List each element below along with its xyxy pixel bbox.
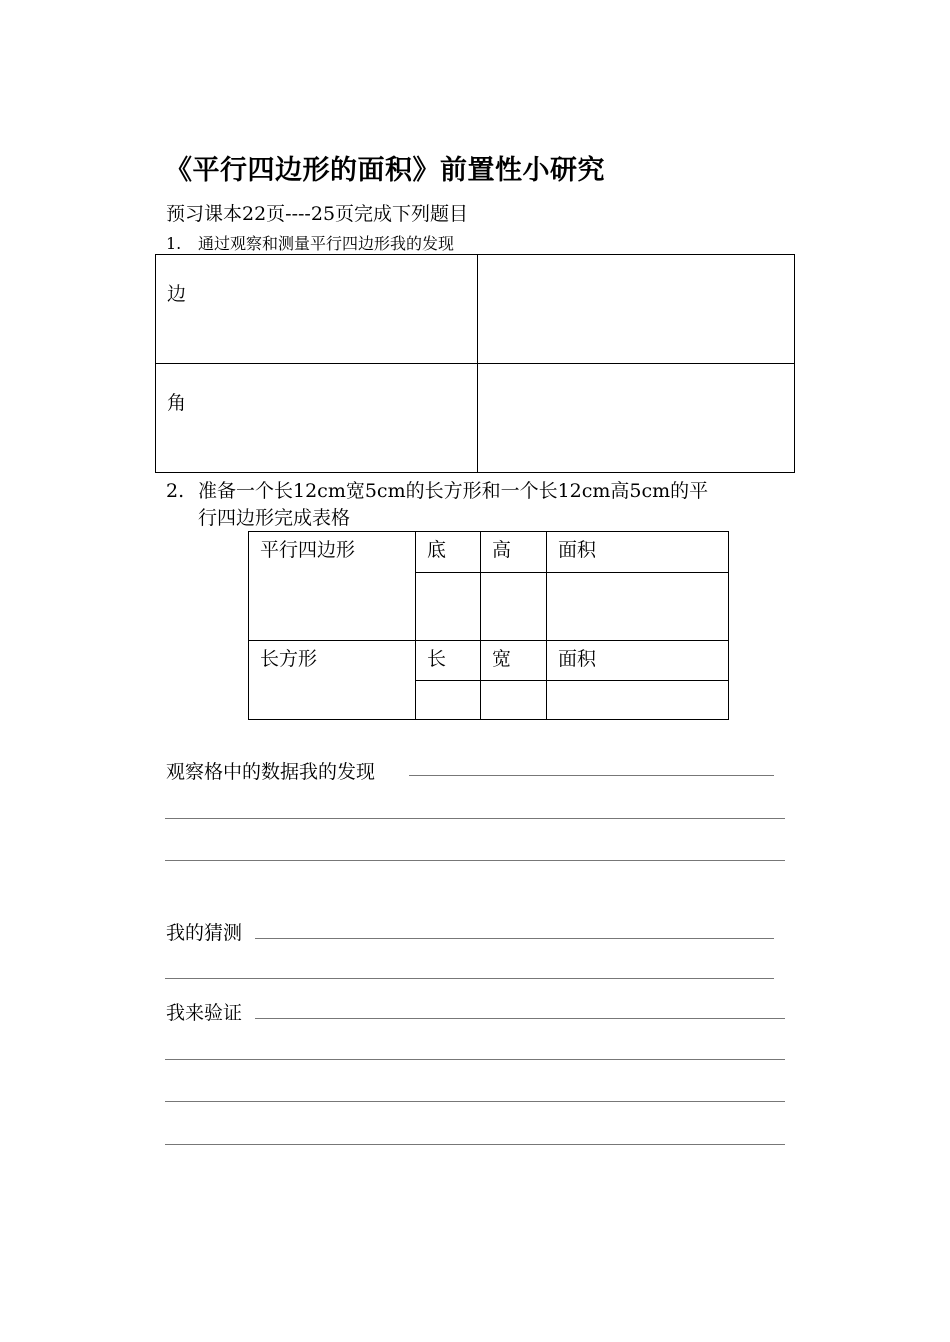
side-label: 边 bbox=[167, 283, 187, 305]
guess-answer-line[interactable] bbox=[255, 938, 774, 939]
rect-area-label: 面积 bbox=[558, 648, 597, 670]
question-1-number: 1. bbox=[166, 234, 182, 253]
page-title: 《平行四边形的面积》前置性小研究 bbox=[165, 155, 605, 186]
width-label: 宽 bbox=[492, 648, 512, 670]
area-label: 面积 bbox=[558, 539, 597, 561]
rect-area-header-cell bbox=[547, 641, 729, 681]
table-row bbox=[249, 641, 729, 681]
guess-answer-line[interactable] bbox=[165, 978, 774, 979]
length-answer-cell[interactable] bbox=[416, 681, 481, 720]
verify-label: 我来验证 bbox=[166, 1002, 243, 1024]
side-label-cell bbox=[156, 255, 478, 364]
question-2-text-line1: 准备一个长12cm宽5cm的长方形和一个长12cm高5cm的平 bbox=[198, 480, 709, 502]
angle-label: 角 bbox=[167, 392, 187, 414]
parallelogram-name-cell bbox=[249, 532, 416, 641]
observe-answer-line[interactable] bbox=[165, 818, 785, 819]
height-label: 高 bbox=[492, 539, 512, 561]
table-row bbox=[249, 532, 729, 573]
length-label: 长 bbox=[427, 648, 447, 670]
rectangle-name-cell bbox=[249, 641, 416, 720]
table-row bbox=[156, 364, 795, 473]
guess-label: 我的猜测 bbox=[166, 922, 243, 944]
height-header-cell bbox=[481, 532, 547, 573]
base-answer-cell[interactable] bbox=[416, 572, 481, 640]
angle-answer-cell[interactable] bbox=[478, 364, 795, 473]
parallelogram-label: 平行四边形 bbox=[260, 539, 356, 561]
observe-answer-line[interactable] bbox=[165, 860, 785, 861]
observe-answer-line[interactable] bbox=[409, 775, 774, 776]
intro-text: 预习课本22页----25页完成下列题目 bbox=[166, 203, 469, 225]
verify-answer-line[interactable] bbox=[165, 1101, 785, 1102]
angle-label-cell bbox=[156, 364, 478, 473]
question-2 bbox=[166, 478, 796, 532]
height-answer-cell[interactable] bbox=[481, 572, 547, 640]
table-row bbox=[156, 255, 795, 364]
base-header-cell bbox=[416, 532, 481, 573]
rectangle-label: 长方形 bbox=[260, 648, 318, 670]
observe-label: 观察格中的数据我的发现 bbox=[166, 761, 376, 783]
side-answer-cell[interactable] bbox=[478, 255, 795, 364]
area-answer-cell[interactable] bbox=[547, 572, 729, 640]
verify-answer-line[interactable] bbox=[165, 1059, 785, 1060]
length-header-cell bbox=[416, 641, 481, 681]
verify-answer-line[interactable] bbox=[165, 1144, 785, 1145]
question-1 bbox=[166, 231, 454, 254]
width-header-cell bbox=[481, 641, 547, 681]
measurement-table bbox=[248, 531, 729, 720]
question-1-text: 通过观察和测量平行四边形我的发现 bbox=[198, 234, 455, 253]
rect-area-answer-cell[interactable] bbox=[547, 681, 729, 720]
findings-table bbox=[155, 254, 795, 473]
base-label: 底 bbox=[427, 539, 447, 561]
question-2-text-line2: 行四边形完成表格 bbox=[198, 507, 351, 529]
width-answer-cell[interactable] bbox=[481, 681, 547, 720]
area-header-cell bbox=[547, 532, 729, 573]
verify-answer-line[interactable] bbox=[255, 1018, 785, 1019]
question-2-number: 2. bbox=[166, 480, 185, 502]
